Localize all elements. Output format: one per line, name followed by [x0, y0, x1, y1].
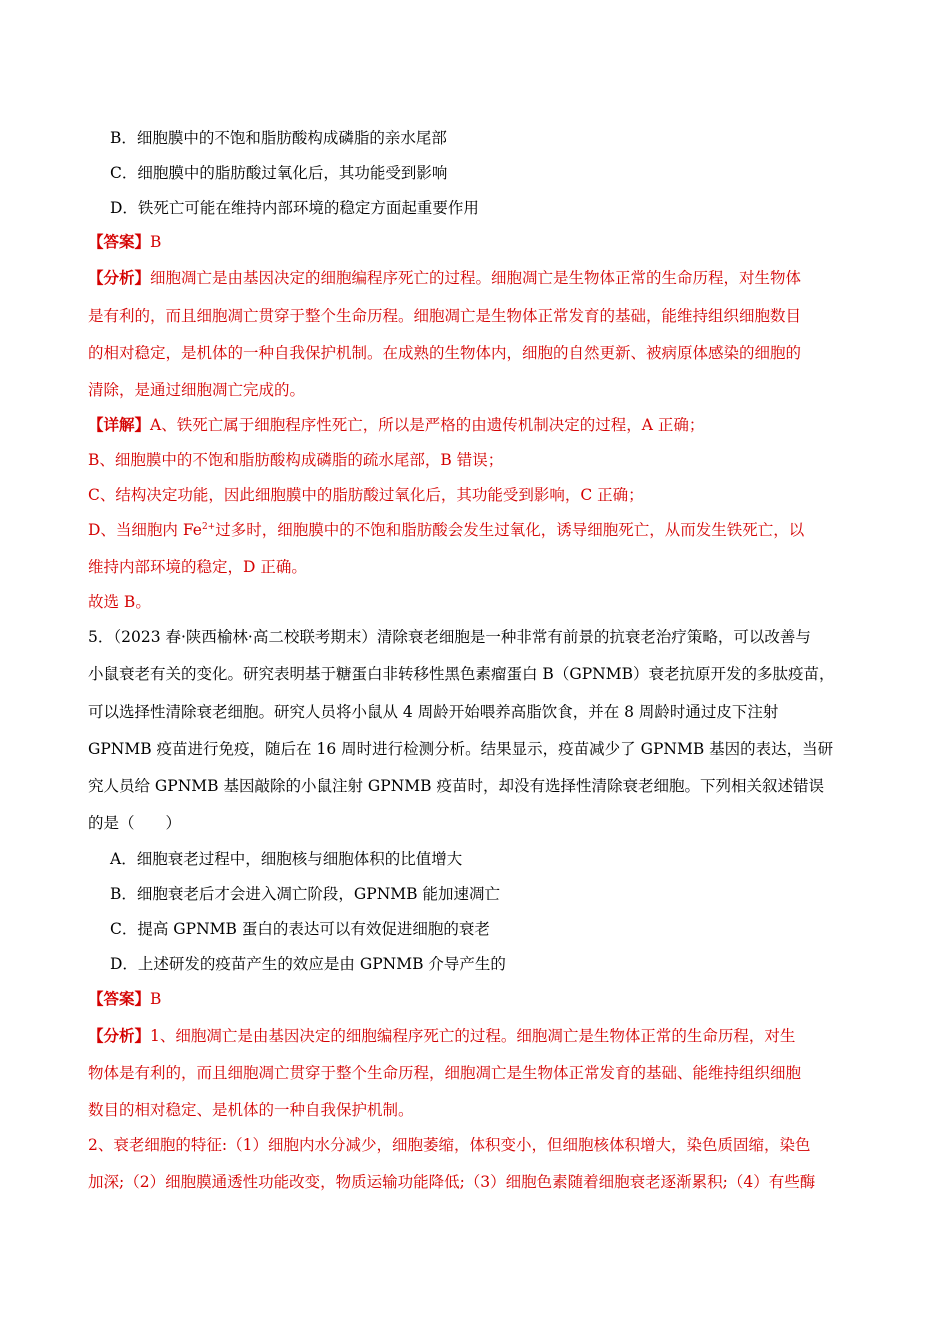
q5-analysis-line-1 [88, 1026, 795, 1046]
q4-answer [88, 232, 161, 252]
q5-analysis-line-3: 数目的相对稳定、是机体的一种自我保护机制。 [88, 1101, 414, 1119]
q4-option-d: D．铁死亡可能在维持内部环境的稳定方面起重要作用 [110, 199, 479, 217]
q4-detail-b: B、细胞膜中的不饱和脂肪酸构成磷脂的疏水尾部，B 错误； [88, 451, 504, 469]
q5-stem-line-2: 小鼠衰老有关的变化。研究表明基于糖蛋白非转移性黑色素瘤蛋白 B（GPNMB）衰老抗原开发的多肽疫苗， [88, 665, 835, 683]
q5-option-c: C．提高 GPNMB 蛋白的表达可以有效促进细胞的衰老 [110, 920, 490, 938]
q5-option-d: D．上述研发的疫苗产生的效应是由 GPNMB 介导产生的 [110, 955, 506, 973]
q5-stem-line-4: GPNMB 疫苗进行免疫，随后在 16 周时进行检测分析。结果显示，疫苗减少了 GPNMB 基因的表达，当研 [88, 740, 834, 758]
q4-detail-a [88, 415, 704, 435]
analysis-text: 细胞凋亡是由基因决定的细胞编程序死亡的过程。细胞凋亡是生物体正常的生命历程，对生物体 [150, 269, 802, 287]
q4-conclusion: 故选 B。 [88, 593, 151, 611]
q4-analysis-line-4: 清除，是通过细胞凋亡完成的。 [88, 381, 306, 399]
answer-tag: 【答案】 [88, 989, 151, 1008]
q5-stem-line-6: 的是（ ） [88, 814, 182, 832]
q5-analysis-line-5: 加深;（2）细胞膜通透性功能改变，物质运输功能降低;（3）细胞色素随着细胞衰老逐渐累积;（4）有些酶 [88, 1173, 816, 1191]
q4-analysis-line-1 [88, 268, 801, 288]
q5-answer [88, 989, 161, 1009]
q4-analysis-line-3: 的相对稳定，是机体的一种自我保护机制。在成熟的生物体内，细胞的自然更新、被病原体感染的细胞的 [88, 344, 802, 362]
q5-stem-line-3: 可以选择性清除衰老细胞。研究人员将小鼠从 4 周龄开始喂养高脂饮食，并在 8 周龄时通过皮下注射 [88, 703, 779, 721]
q5-option-b: B．细胞衰老后才会进入凋亡阶段，GPNMB 能加速凋亡 [110, 885, 500, 903]
answer-tag: 【答案】 [88, 232, 151, 251]
q5-stem-line-5: 究人员给 GPNMB 基因敲除的小鼠注射 GPNMB 疫苗时，却没有选择性清除衰老细胞。下列相关叙述错误 [88, 777, 824, 795]
answer-value: B [150, 990, 162, 1008]
detail-tag: 【详解】 [88, 415, 151, 434]
q5-analysis-line-4: 2、衰老细胞的特征:（1）细胞内水分减少，细胞萎缩，体积变小，但细胞核体积增大，染色质固缩，染色 [88, 1136, 811, 1154]
iron-charge-superscript: 2+ [201, 521, 216, 532]
detail-d-pre: D、当细胞内 Fe [88, 521, 202, 539]
q4-detail-d-line-2: 维持内部环境的稳定，D 正确。 [88, 558, 307, 576]
q5-stem-line-1: 5．（2023 春·陕西榆林·高二校联考期末）清除衰老细胞是一种非常有前景的抗衰老治疗策略，可以改善与 [88, 628, 811, 646]
q4-detail-c: C、结构决定功能，因此细胞膜中的脂肪酸过氧化后，其功能受到影响，C 正确； [88, 486, 644, 504]
q5-analysis-line-2: 物体是有利的，而且细胞凋亡贯穿于整个生命历程，细胞凋亡是生物体正常发育的基础、能维持组织细胞 [88, 1064, 802, 1082]
analysis-tag: 【分析】 [88, 268, 151, 287]
detail-text: A、铁死亡属于细胞程序性死亡，所以是严格的由遗传机制决定的过程，A 正确； [150, 416, 705, 434]
q4-option-c: C．细胞膜中的脂肪酸过氧化后，其功能受到影响 [110, 164, 448, 182]
q5-option-a: A．细胞衰老过程中，细胞核与细胞体积的比值增大 [110, 850, 463, 868]
q4-analysis-line-2: 是有利的，而且细胞凋亡贯穿于整个生命历程。细胞凋亡是生物体正常发育的基础，能维持组织细胞数目 [88, 307, 802, 325]
q4-option-b: B．细胞膜中的不饱和脂肪酸构成磷脂的亲水尾部 [110, 129, 447, 147]
analysis-text: 1、细胞凋亡是由基因决定的细胞编程序死亡的过程。细胞凋亡是生物体正常的生命历程，对生 [150, 1027, 796, 1045]
analysis-tag: 【分析】 [88, 1026, 151, 1045]
answer-value: B [150, 233, 162, 251]
q4-detail-d [88, 520, 804, 540]
detail-d-post: 过多时，细胞膜中的不饱和脂肪酸会发生过氧化，诱导细胞死亡，从而发生铁死亡，以 [215, 521, 805, 539]
